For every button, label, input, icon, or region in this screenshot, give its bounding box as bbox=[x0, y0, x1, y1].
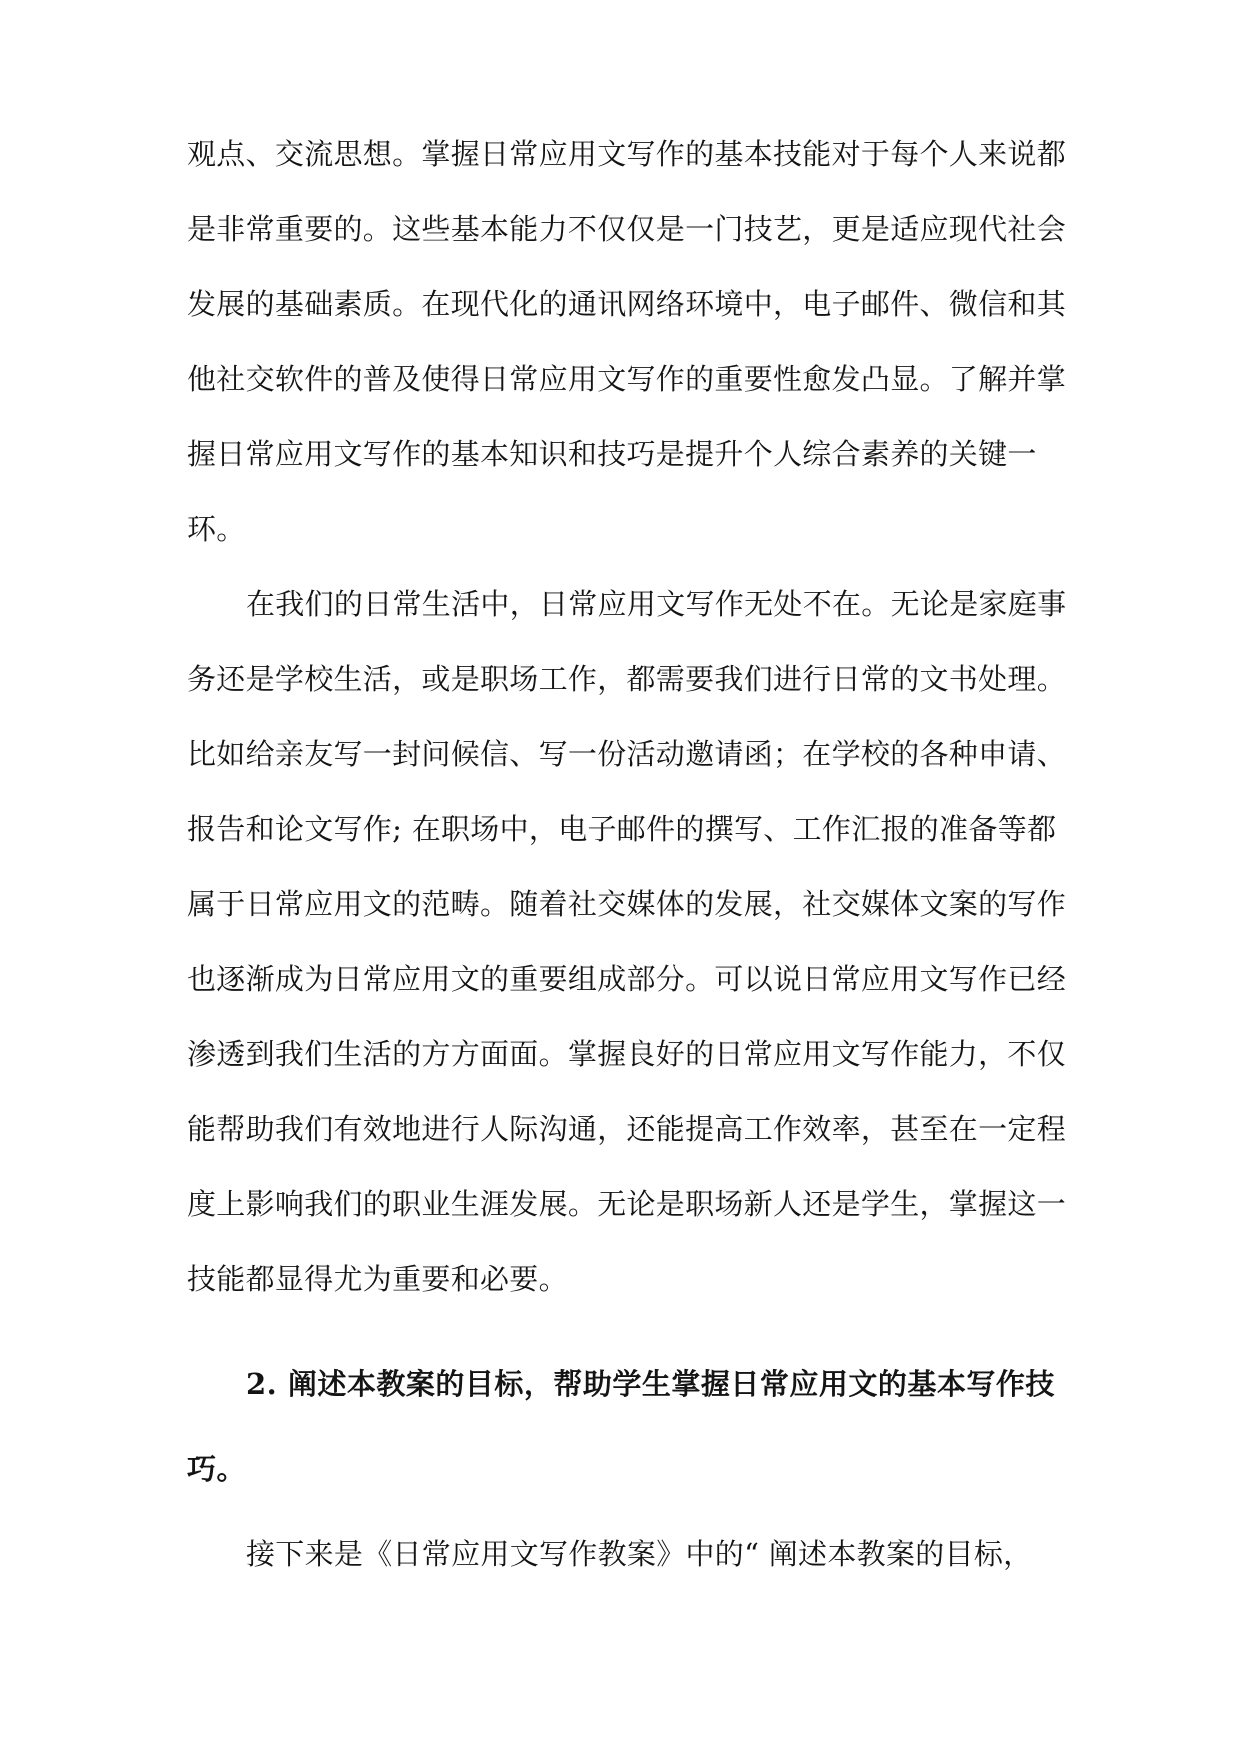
paragraph-2-line-3: 比如给亲友写一封问候信、写一份活动邀请函；在学校的各种申请、 bbox=[187, 737, 1067, 771]
paragraph-2-line-4: 报告和论文写作; 在职场中，电子邮件的撰写、工作汇报的准备等都 bbox=[187, 812, 1057, 846]
paragraph-1-line-1: 观点、交流思想。掌握日常应用文写作的基本技能对于每个人来说都 bbox=[187, 137, 1067, 171]
section-heading-line-2: 巧。 bbox=[187, 1452, 247, 1486]
paragraph-2-line-6: 也逐渐成为日常应用文的重要组成部分。可以说日常应用文写作已经 bbox=[187, 962, 1067, 996]
closing-paragraph-line-1: 接下来是《日常应用文写作教案》中的“ 阐述本教案的目标， bbox=[246, 1537, 1033, 1571]
paragraph-1-line-5: 握日常应用文写作的基本知识和技巧是提升个人综合素养的关键一 bbox=[187, 437, 1037, 471]
paragraph-2-line-1: 在我们的日常生活中，日常应用文写作无处不在。无论是家庭事 bbox=[246, 587, 1067, 621]
paragraph-2-line-10: 技能都显得尤为重要和必要。 bbox=[187, 1262, 568, 1296]
paragraph-1-line-6: 环。 bbox=[187, 512, 246, 546]
section-heading-line-1: 2. 阐述本教案的目标，帮助学生掌握日常应用文的基本写作技 bbox=[246, 1367, 1055, 1401]
paragraph-1-line-2: 是非常重要的。这些基本能力不仅仅是一门技艺，更是适应现代社会 bbox=[187, 212, 1067, 246]
paragraph-2-line-8: 能帮助我们有效地进行人际沟通，还能提高工作效率，甚至在一定程 bbox=[187, 1112, 1067, 1146]
paragraph-2-line-7: 渗透到我们生活的方方面面。掌握良好的日常应用文写作能力，不仅 bbox=[187, 1037, 1067, 1071]
paragraph-2-line-2: 务还是学校生活，或是职场工作，都需要我们进行日常的文书处理。 bbox=[187, 662, 1067, 696]
paragraph-1-line-4: 他社交软件的普及使得日常应用文写作的重要性愈发凸显。了解并掌 bbox=[187, 362, 1067, 396]
paragraph-1-line-3: 发展的基础素质。在现代化的通讯网络环境中，电子邮件、微信和其 bbox=[187, 287, 1067, 321]
paragraph-2-line-9: 度上影响我们的职业生涯发展。无论是职场新人还是学生，掌握这一 bbox=[187, 1187, 1067, 1221]
paragraph-2-line-5: 属于日常应用文的范畴。随着社交媒体的发展，社交媒体文案的写作 bbox=[187, 887, 1067, 921]
